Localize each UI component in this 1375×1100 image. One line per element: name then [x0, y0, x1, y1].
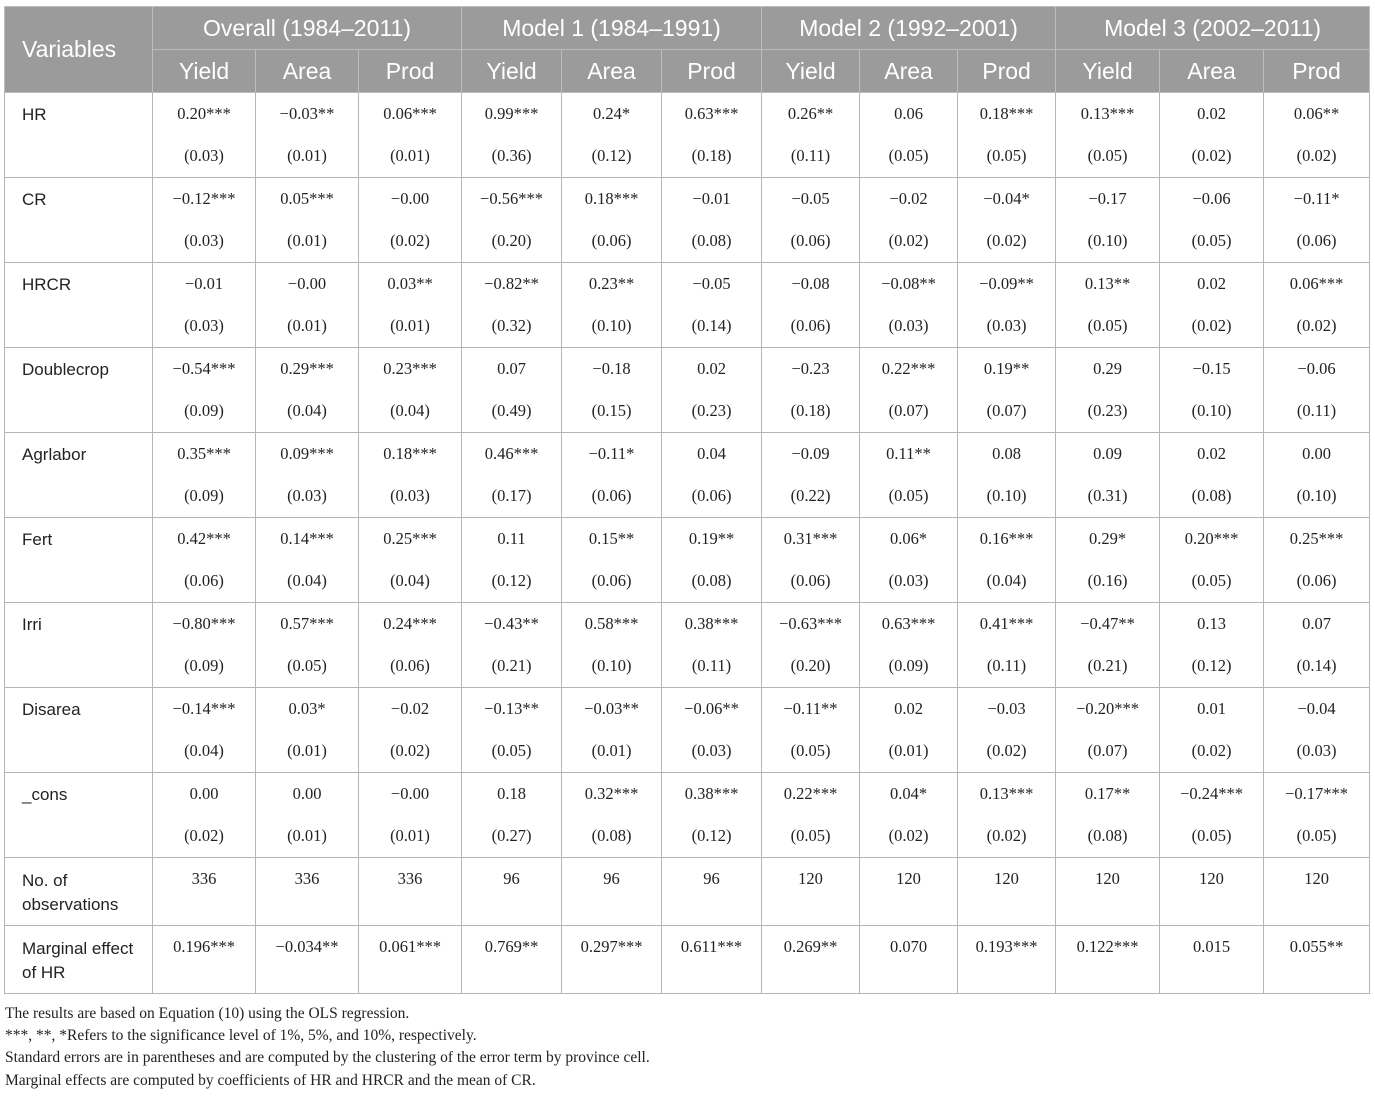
subheader-cell: Area — [860, 50, 958, 93]
std-error-cell: (0.02) — [1264, 305, 1370, 348]
variable-name: Disarea — [5, 688, 153, 773]
std-error-cell: (0.03) — [860, 305, 958, 348]
std-error-cell: (0.09) — [153, 475, 256, 518]
observations-cell: 120 — [1160, 858, 1264, 926]
subheader-cell: Prod — [958, 50, 1056, 93]
coefficient-cell: 0.07 — [462, 348, 562, 391]
coefficient-cell: −0.00 — [359, 178, 462, 221]
std-error-cell: (0.01) — [860, 730, 958, 773]
note-line: Standard errors are in parentheses and are computed by the clustering of the error term by province cell. — [5, 1049, 650, 1067]
coefficient-cell: −0.03 — [958, 688, 1056, 731]
std-error-cell: (0.01) — [256, 815, 359, 858]
coefficient-cell: 0.06*** — [359, 93, 462, 136]
table-row — [5, 263, 1370, 306]
marginal-effect-cell: 0.055** — [1264, 926, 1370, 994]
std-error-cell: (0.09) — [860, 645, 958, 688]
variable-name: Agrlabor — [5, 433, 153, 518]
coefficient-cell: 0.06* — [860, 518, 958, 561]
std-error-cell: (0.06) — [662, 475, 762, 518]
std-error-cell: (0.01) — [256, 220, 359, 263]
marginal-effect-cell: 0.297*** — [562, 926, 662, 994]
std-error-cell: (0.05) — [462, 730, 562, 773]
coefficient-cell: 0.22*** — [762, 773, 860, 816]
std-error-cell: (0.12) — [1160, 645, 1264, 688]
std-error-cell: (0.36) — [462, 135, 562, 178]
coefficient-cell: 0.26** — [762, 93, 860, 136]
std-error-cell: (0.20) — [762, 645, 860, 688]
std-error-cell: (0.07) — [1056, 730, 1160, 773]
model1-header: Model 1 (1984–1991) — [462, 7, 762, 50]
coefficient-cell: 0.11** — [860, 433, 958, 476]
coefficient-cell: −0.08** — [860, 263, 958, 306]
coefficient-cell: −0.02 — [359, 688, 462, 731]
variable-name: No. of observations — [5, 858, 153, 926]
coefficient-cell: 0.29* — [1056, 518, 1160, 561]
model2-header: Model 2 (1992–2001) — [762, 7, 1056, 50]
std-error-cell: (0.02) — [359, 220, 462, 263]
std-error-cell: (0.32) — [462, 305, 562, 348]
std-error-cell: (0.03) — [256, 475, 359, 518]
note-line: The results are based on Equation (10) using the OLS regression. — [5, 1005, 410, 1022]
subheader-cell: Prod — [1264, 50, 1370, 93]
std-error-cell: (0.18) — [662, 135, 762, 178]
subheader-cell: Yield — [462, 50, 562, 93]
coefficient-cell: −0.18 — [562, 348, 662, 391]
std-error-cell: (0.18) — [762, 390, 860, 433]
coefficient-cell: −0.11** — [762, 688, 860, 731]
coefficient-cell: −0.11* — [1264, 178, 1370, 221]
coefficient-cell: −0.23 — [762, 348, 860, 391]
std-error-cell: (0.03) — [958, 305, 1056, 348]
std-error-cell: (0.23) — [1056, 390, 1160, 433]
std-error-cell: (0.17) — [462, 475, 562, 518]
std-error-cell: (0.03) — [153, 305, 256, 348]
observations-cell: 96 — [462, 858, 562, 926]
coefficient-cell: −0.20*** — [1056, 688, 1160, 731]
coefficient-cell: 0.31*** — [762, 518, 860, 561]
coefficient-cell: 0.99*** — [462, 93, 562, 136]
coefficient-cell: 0.38*** — [662, 603, 762, 646]
coefficient-cell: 0.22*** — [860, 348, 958, 391]
coefficient-cell: 0.06*** — [1264, 263, 1370, 306]
coefficient-cell: −0.54*** — [153, 348, 256, 391]
observations-cell: 336 — [256, 858, 359, 926]
std-error-cell: (0.05) — [1056, 305, 1160, 348]
std-error-cell: (0.10) — [1056, 220, 1160, 263]
coefficient-cell: 0.15** — [562, 518, 662, 561]
coefficient-cell: −0.17*** — [1264, 773, 1370, 816]
marginal-effect-cell: 0.061*** — [359, 926, 462, 994]
std-error-cell: (0.01) — [359, 305, 462, 348]
std-error-cell: (0.02) — [1160, 305, 1264, 348]
table-row — [5, 135, 1370, 178]
std-error-cell: (0.09) — [153, 390, 256, 433]
overall-header: Overall (1984–2011) — [153, 7, 462, 50]
coefficient-cell: −0.03** — [256, 93, 359, 136]
std-error-cell: (0.07) — [860, 390, 958, 433]
table-row — [5, 815, 1370, 858]
coefficient-cell: −0.43** — [462, 603, 562, 646]
observations-cell: 336 — [359, 858, 462, 926]
coefficient-cell: 0.08 — [958, 433, 1056, 476]
coefficient-cell: 0.46*** — [462, 433, 562, 476]
std-error-cell: (0.03) — [860, 560, 958, 603]
coefficient-cell: −0.06 — [1160, 178, 1264, 221]
std-error-cell: (0.06) — [562, 220, 662, 263]
variable-name: _cons — [5, 773, 153, 858]
marginal-effect-cell: 0.193*** — [958, 926, 1056, 994]
subheader-cell: Yield — [1056, 50, 1160, 93]
coefficient-cell: 0.17** — [1056, 773, 1160, 816]
variable-name: Marginal effect of HR — [5, 926, 153, 994]
coefficient-cell: 0.13 — [1160, 603, 1264, 646]
observations-cell: 120 — [958, 858, 1056, 926]
marginal-effect-cell: 0.196*** — [153, 926, 256, 994]
coefficient-cell: 0.18*** — [562, 178, 662, 221]
coefficient-cell: −0.04 — [1264, 688, 1370, 731]
coefficient-cell: 0.02 — [1160, 433, 1264, 476]
coefficient-cell: −0.14*** — [153, 688, 256, 731]
observations-cell: 120 — [1264, 858, 1370, 926]
coefficient-cell: 0.25*** — [1264, 518, 1370, 561]
std-error-cell: (0.10) — [958, 475, 1056, 518]
coefficient-cell: 0.18 — [462, 773, 562, 816]
coefficient-cell: −0.01 — [662, 178, 762, 221]
coefficient-cell: 0.42*** — [153, 518, 256, 561]
observations-cell: 120 — [1056, 858, 1160, 926]
subheader-cell: Area — [256, 50, 359, 93]
coefficient-cell: −0.09 — [762, 433, 860, 476]
coefficient-cell: 0.25*** — [359, 518, 462, 561]
std-error-cell: (0.03) — [1264, 730, 1370, 773]
coefficient-cell: −0.05 — [662, 263, 762, 306]
std-error-cell: (0.08) — [662, 220, 762, 263]
observations-cell: 96 — [662, 858, 762, 926]
observations-cell: 96 — [562, 858, 662, 926]
marginal-effect-cell: 0.015 — [1160, 926, 1264, 994]
std-error-cell: (0.11) — [762, 135, 860, 178]
std-error-cell: (0.22) — [762, 475, 860, 518]
std-error-cell: (0.03) — [153, 135, 256, 178]
std-error-cell: (0.14) — [1264, 645, 1370, 688]
variables-header: Variables — [5, 7, 153, 93]
coefficient-cell: 0.13*** — [958, 773, 1056, 816]
std-error-cell: (0.04) — [958, 560, 1056, 603]
coefficient-cell: 0.07 — [1264, 603, 1370, 646]
observations-cell: 120 — [762, 858, 860, 926]
std-error-cell: (0.05) — [762, 815, 860, 858]
table-notes — [5, 1003, 1370, 1092]
coefficient-cell: −0.47** — [1056, 603, 1160, 646]
std-error-cell: (0.02) — [860, 220, 958, 263]
std-error-cell: (0.21) — [1056, 645, 1160, 688]
table-row — [5, 178, 1370, 221]
table-row — [5, 220, 1370, 263]
marginal-effect-cell: −0.034** — [256, 926, 359, 994]
coefficient-cell: 0.11 — [462, 518, 562, 561]
std-error-cell: (0.21) — [462, 645, 562, 688]
std-error-cell: (0.06) — [1264, 220, 1370, 263]
coefficient-cell: 0.02 — [860, 688, 958, 731]
coefficient-cell: 0.20*** — [153, 93, 256, 136]
std-error-cell: (0.02) — [153, 815, 256, 858]
subheader-cell: Area — [1160, 50, 1264, 93]
table-row — [5, 93, 1370, 136]
coefficient-cell: 0.63*** — [662, 93, 762, 136]
coefficient-cell: 0.05*** — [256, 178, 359, 221]
coefficient-cell: −0.63*** — [762, 603, 860, 646]
observations-cell: 336 — [153, 858, 256, 926]
std-error-cell: (0.12) — [662, 815, 762, 858]
coefficient-cell: −0.06 — [1264, 348, 1370, 391]
std-error-cell: (0.27) — [462, 815, 562, 858]
coefficient-cell: 0.06 — [860, 93, 958, 136]
coefficient-cell: −0.56*** — [462, 178, 562, 221]
coefficient-cell: 0.24* — [562, 93, 662, 136]
table-row — [5, 645, 1370, 688]
std-error-cell: (0.12) — [562, 135, 662, 178]
note-line: ***, **, *Refers to the significance level of 1%, 5%, and 10%, respectively. — [5, 1027, 477, 1045]
std-error-cell: (0.11) — [1264, 390, 1370, 433]
coefficient-cell: 0.35*** — [153, 433, 256, 476]
std-error-cell: (0.06) — [562, 560, 662, 603]
std-error-cell: (0.05) — [256, 645, 359, 688]
subheader-cell: Area — [562, 50, 662, 93]
coefficient-cell: 0.03* — [256, 688, 359, 731]
subheader-cell: Prod — [359, 50, 462, 93]
marginal-effect-cell: 0.611*** — [662, 926, 762, 994]
model3-header: Model 3 (2002–2011) — [1056, 7, 1370, 50]
coefficient-cell: 0.19** — [958, 348, 1056, 391]
coefficient-cell: −0.02 — [860, 178, 958, 221]
marginal-effect-cell: 0.070 — [860, 926, 958, 994]
coefficient-cell: 0.13** — [1056, 263, 1160, 306]
coefficient-cell: −0.06** — [662, 688, 762, 731]
std-error-cell: (0.05) — [958, 135, 1056, 178]
coefficient-cell: 0.20*** — [1160, 518, 1264, 561]
coefficient-cell: 0.09*** — [256, 433, 359, 476]
variable-name: Doublecrop — [5, 348, 153, 433]
table-header — [5, 7, 1370, 93]
coefficient-cell: 0.58*** — [562, 603, 662, 646]
coefficient-cell: 0.04* — [860, 773, 958, 816]
variable-name: HRCR — [5, 263, 153, 348]
std-error-cell: (0.05) — [860, 135, 958, 178]
std-error-cell: (0.02) — [1264, 135, 1370, 178]
coefficient-cell: 0.18*** — [958, 93, 1056, 136]
coefficient-cell: 0.03** — [359, 263, 462, 306]
coefficient-cell: −0.01 — [153, 263, 256, 306]
coefficient-cell: −0.09** — [958, 263, 1056, 306]
std-error-cell: (0.03) — [359, 475, 462, 518]
std-error-cell: (0.11) — [958, 645, 1056, 688]
std-error-cell: (0.05) — [1160, 815, 1264, 858]
coefficient-cell: −0.24*** — [1160, 773, 1264, 816]
header-group-row — [5, 7, 1370, 50]
coefficient-cell: 0.41*** — [958, 603, 1056, 646]
coefficient-cell: 0.19** — [662, 518, 762, 561]
table-row — [5, 773, 1370, 816]
coefficient-cell: 0.04 — [662, 433, 762, 476]
table-row — [5, 348, 1370, 391]
variable-name: HR — [5, 93, 153, 178]
std-error-cell: (0.01) — [359, 815, 462, 858]
std-error-cell: (0.31) — [1056, 475, 1160, 518]
table-row — [5, 390, 1370, 433]
coefficient-cell: 0.00 — [1264, 433, 1370, 476]
coefficient-cell: 0.00 — [153, 773, 256, 816]
std-error-cell: (0.04) — [153, 730, 256, 773]
std-error-cell: (0.16) — [1056, 560, 1160, 603]
coefficient-cell: 0.02 — [662, 348, 762, 391]
std-error-cell: (0.02) — [958, 730, 1056, 773]
coefficient-cell: −0.00 — [256, 263, 359, 306]
coefficient-cell: −0.05 — [762, 178, 860, 221]
note-line: Marginal effects are computed by coefficients of HR and HRCR and the mean of CR. — [5, 1071, 536, 1089]
std-error-cell: (0.11) — [662, 645, 762, 688]
coefficient-cell: −0.17 — [1056, 178, 1160, 221]
std-error-cell: (0.06) — [359, 645, 462, 688]
std-error-cell: (0.05) — [1056, 135, 1160, 178]
coefficient-cell: −0.08 — [762, 263, 860, 306]
std-error-cell: (0.10) — [562, 305, 662, 348]
std-error-cell: (0.06) — [1264, 560, 1370, 603]
std-error-cell: (0.01) — [256, 135, 359, 178]
coefficient-cell: 0.16*** — [958, 518, 1056, 561]
table-row — [5, 560, 1370, 603]
std-error-cell: (0.05) — [1264, 815, 1370, 858]
coefficient-cell: −0.15 — [1160, 348, 1264, 391]
coefficient-cell: 0.02 — [1160, 93, 1264, 136]
coefficient-cell: 0.24*** — [359, 603, 462, 646]
coefficient-cell: −0.82** — [462, 263, 562, 306]
std-error-cell: (0.08) — [662, 560, 762, 603]
coefficient-cell: 0.29 — [1056, 348, 1160, 391]
table-row — [5, 603, 1370, 646]
std-error-cell: (0.10) — [1264, 475, 1370, 518]
std-error-cell: (0.06) — [762, 220, 860, 263]
std-error-cell: (0.03) — [662, 730, 762, 773]
std-error-cell: (0.06) — [762, 305, 860, 348]
std-error-cell: (0.49) — [462, 390, 562, 433]
coefficient-cell: 0.09 — [1056, 433, 1160, 476]
std-error-cell: (0.04) — [256, 390, 359, 433]
std-error-cell: (0.06) — [762, 560, 860, 603]
coefficient-cell: 0.23*** — [359, 348, 462, 391]
std-error-cell: (0.09) — [153, 645, 256, 688]
coefficient-cell: 0.38*** — [662, 773, 762, 816]
variable-name: Irri — [5, 603, 153, 688]
std-error-cell: (0.02) — [860, 815, 958, 858]
coefficient-cell: 0.13*** — [1056, 93, 1160, 136]
coefficient-cell: −0.13** — [462, 688, 562, 731]
coefficient-cell: 0.01 — [1160, 688, 1264, 731]
coefficient-cell: 0.32*** — [562, 773, 662, 816]
coefficient-cell: 0.14*** — [256, 518, 359, 561]
std-error-cell: (0.07) — [958, 390, 1056, 433]
subheader-cell: Prod — [662, 50, 762, 93]
marginal-effect-row — [5, 926, 1370, 994]
std-error-cell: (0.03) — [153, 220, 256, 263]
std-error-cell: (0.08) — [1160, 475, 1264, 518]
std-error-cell: (0.06) — [562, 475, 662, 518]
std-error-cell: (0.04) — [359, 390, 462, 433]
coefficient-cell: 0.02 — [1160, 263, 1264, 306]
std-error-cell: (0.20) — [462, 220, 562, 263]
std-error-cell: (0.05) — [762, 730, 860, 773]
std-error-cell: (0.05) — [1160, 220, 1264, 263]
std-error-cell: (0.14) — [662, 305, 762, 348]
subheader-cell: Yield — [762, 50, 860, 93]
coefficient-cell: 0.18*** — [359, 433, 462, 476]
coefficient-cell: 0.06** — [1264, 93, 1370, 136]
variable-name: Fert — [5, 518, 153, 603]
observations-row — [5, 858, 1370, 926]
std-error-cell: (0.02) — [958, 220, 1056, 263]
marginal-effect-cell: 0.769** — [462, 926, 562, 994]
std-error-cell: (0.05) — [860, 475, 958, 518]
std-error-cell: (0.10) — [1160, 390, 1264, 433]
std-error-cell: (0.02) — [359, 730, 462, 773]
coefficient-cell: 0.23** — [562, 263, 662, 306]
std-error-cell: (0.01) — [256, 730, 359, 773]
std-error-cell: (0.04) — [256, 560, 359, 603]
std-error-cell: (0.06) — [153, 560, 256, 603]
std-error-cell: (0.04) — [359, 560, 462, 603]
std-error-cell: (0.23) — [662, 390, 762, 433]
table-row — [5, 433, 1370, 476]
std-error-cell: (0.15) — [562, 390, 662, 433]
std-error-cell: (0.08) — [1056, 815, 1160, 858]
std-error-cell: (0.01) — [359, 135, 462, 178]
coefficient-cell: −0.80*** — [153, 603, 256, 646]
std-error-cell: (0.05) — [1160, 560, 1264, 603]
coefficient-cell: −0.00 — [359, 773, 462, 816]
std-error-cell: (0.10) — [562, 645, 662, 688]
coefficient-cell: 0.00 — [256, 773, 359, 816]
table-body — [5, 93, 1370, 994]
table-row — [5, 730, 1370, 773]
table-row — [5, 305, 1370, 348]
std-error-cell: (0.02) — [1160, 730, 1264, 773]
marginal-effect-cell: 0.122*** — [1056, 926, 1160, 994]
coefficient-cell: 0.63*** — [860, 603, 958, 646]
coefficient-cell: −0.03** — [562, 688, 662, 731]
marginal-effect-cell: 0.269** — [762, 926, 860, 994]
regression-table — [4, 6, 1370, 994]
subheader-cell: Yield — [153, 50, 256, 93]
coefficient-cell: −0.12*** — [153, 178, 256, 221]
coefficient-cell: −0.04* — [958, 178, 1056, 221]
coefficient-cell: 0.29*** — [256, 348, 359, 391]
table-row — [5, 475, 1370, 518]
std-error-cell: (0.01) — [256, 305, 359, 348]
std-error-cell: (0.02) — [1160, 135, 1264, 178]
coefficient-cell: −0.11* — [562, 433, 662, 476]
variable-name: CR — [5, 178, 153, 263]
std-error-cell: (0.12) — [462, 560, 562, 603]
coefficient-cell: 0.57*** — [256, 603, 359, 646]
table-row — [5, 688, 1370, 731]
std-error-cell: (0.08) — [562, 815, 662, 858]
std-error-cell: (0.01) — [562, 730, 662, 773]
std-error-cell: (0.02) — [958, 815, 1056, 858]
table-row — [5, 518, 1370, 561]
observations-cell: 120 — [860, 858, 958, 926]
subheader-row — [5, 50, 1370, 93]
